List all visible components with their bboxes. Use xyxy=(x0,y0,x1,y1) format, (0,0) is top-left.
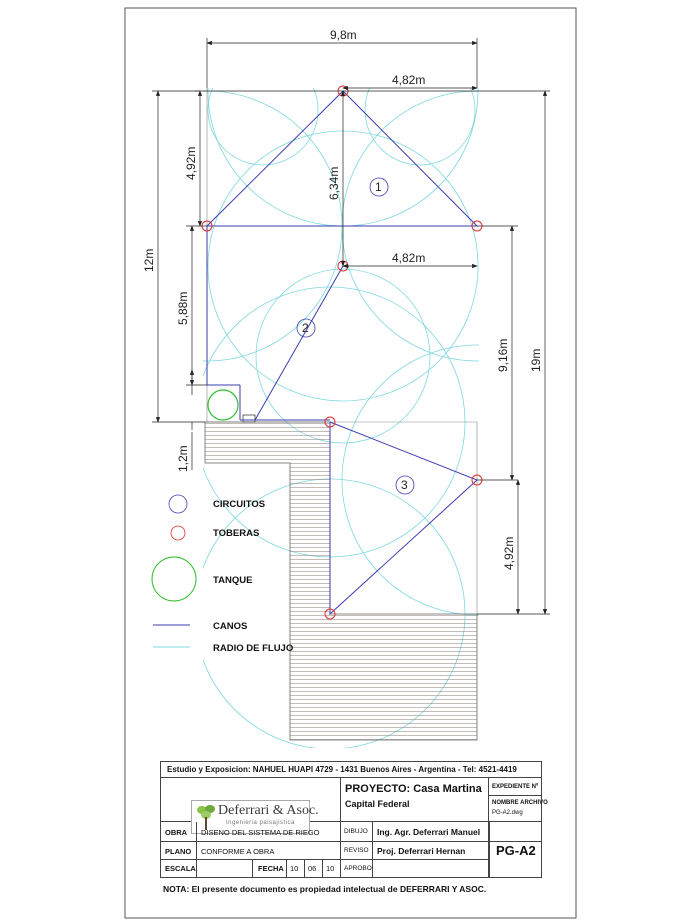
dim-right-mid: 9,16m xyxy=(496,338,510,372)
aprobo-label: APROBO xyxy=(341,860,373,877)
project-cell xyxy=(341,778,489,822)
project-row xyxy=(161,778,548,826)
dim-center-height: 6,34m xyxy=(327,166,341,200)
valve-box xyxy=(243,415,255,422)
escala-label: ESCALA xyxy=(161,860,197,877)
circuit-label-3: 3 xyxy=(401,478,408,492)
fecha-month: 06 xyxy=(305,860,323,877)
circuit-label-1: 1 xyxy=(375,180,382,194)
legend xyxy=(152,495,293,654)
dim-left-upper: 4,92m xyxy=(184,146,198,180)
legend-tanque: TANQUE xyxy=(213,575,253,586)
legend-circuitos: CIRCUITOS xyxy=(213,499,266,510)
dim-left-total: 12m xyxy=(142,248,156,272)
dim-top-width: 9,8m xyxy=(330,28,357,42)
legend-nozzle-symbol xyxy=(171,526,185,540)
ownership-note: NOTA: El presente documento es propiedad intelectual de DEFERRARI Y ASOC. xyxy=(163,884,487,894)
fecha-label: FECHA xyxy=(253,860,287,877)
plano-value: CONFORME A OBRA xyxy=(197,842,341,860)
project-name: PROYECTO: Casa Martina xyxy=(345,783,482,795)
plano-row xyxy=(161,842,489,860)
file-info-cell xyxy=(489,778,548,822)
expediente-label: EXPEDIENTE Nº xyxy=(489,778,541,796)
dim-mid-width: 4,82m xyxy=(392,251,426,265)
fecha-year: 10 xyxy=(323,860,341,877)
obra-row xyxy=(161,822,541,842)
obra-value: DISENO DEL SISTEMA DE RIEGO xyxy=(197,822,341,842)
logo-cell xyxy=(161,778,341,826)
obra-label: OBRA xyxy=(161,822,197,842)
aprobo-value xyxy=(373,860,489,877)
archivo-label: NOMBRE ARCHIVO xyxy=(492,800,548,806)
tank xyxy=(208,390,238,420)
dibujo-value: Ing. Agr. Deferrari Manuel xyxy=(373,822,489,842)
legend-toberas: TOBERAS xyxy=(213,528,260,539)
dim-right-total: 19m xyxy=(529,348,543,372)
dim-left-gap: 1,2m xyxy=(176,445,190,472)
legend-tank-symbol xyxy=(152,557,196,601)
studio-row xyxy=(161,762,541,778)
logo-name: Deferrari & Asoc. xyxy=(218,803,319,818)
escala-row xyxy=(161,860,489,877)
nozzles xyxy=(202,86,482,619)
plano-label: PLANO xyxy=(161,842,197,860)
reviso-value: Proj. Deferrari Hernan xyxy=(373,842,489,860)
escala-value xyxy=(197,860,253,877)
reviso-label: REVISO xyxy=(341,842,373,860)
sheet-code: PG-A2 xyxy=(489,822,541,877)
archivo-value: PG-A2.dwg xyxy=(492,810,523,816)
fecha-day: 10 xyxy=(287,860,305,877)
legend-canos: CANOS xyxy=(213,621,248,632)
dim-right-lower: 4,92m xyxy=(502,536,516,570)
circuit-label-2: 2 xyxy=(302,321,309,335)
dim-top-right-width: 4,82m xyxy=(392,73,426,87)
dibujo-label: DIBUJO xyxy=(341,822,373,842)
title-block xyxy=(160,761,548,878)
project-location: Capital Federal xyxy=(345,799,410,809)
legend-radio: RADIO DE FLUJO xyxy=(213,643,294,654)
dim-left-lower: 5,88m xyxy=(176,291,190,325)
legend-circuit-symbol xyxy=(169,495,187,513)
logo-subtitle: Ingenieria paisajistica xyxy=(226,820,295,826)
studio-address: Estudio y Exposicion: NAHUEL HUAPI 4729 - 1431 Buenos Aires - Argentina - Tel: 4521-4419 xyxy=(167,765,517,774)
